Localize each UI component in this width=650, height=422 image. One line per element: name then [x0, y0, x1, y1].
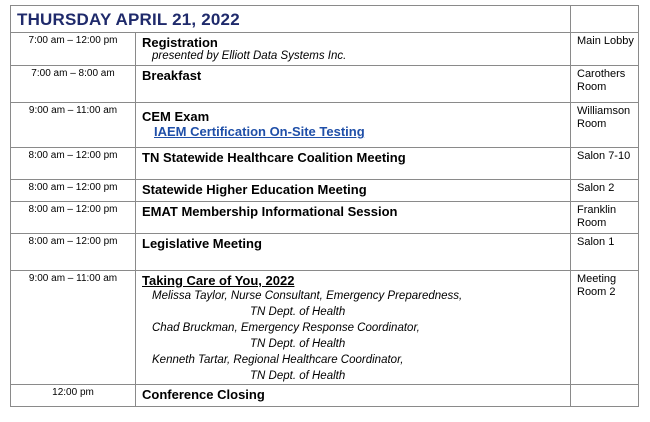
table-row [11, 66, 639, 103]
table-row [11, 202, 639, 234]
room-cell: Williamson Room [571, 103, 639, 148]
session-cell [136, 103, 571, 148]
room-cell [571, 385, 639, 407]
table-row [11, 103, 639, 148]
speaker-list [142, 288, 570, 384]
room-cell: Salon 7-10 [571, 148, 639, 180]
time-cell: 8:00 am – 12:00 pm [11, 148, 136, 180]
time-cell: 9:00 am – 11:00 am [11, 103, 136, 148]
room-cell: Main Lobby [571, 33, 639, 66]
table-row [11, 180, 639, 202]
speaker-name: Kenneth Tartar, Regional Healthcare Coordinator, [152, 354, 404, 366]
room-cell: Salon 2 [571, 180, 639, 202]
session-title: CEM Exam [142, 109, 210, 124]
day-header-row [11, 6, 639, 33]
table-row [11, 234, 639, 271]
time-cell: 12:00 pm [11, 385, 136, 407]
session-subtitle: presented by Elliott Data Systems Inc. [152, 50, 347, 62]
table-row [11, 271, 639, 385]
session-title: Registration [142, 35, 218, 50]
session-title: Breakfast [136, 66, 571, 103]
speaker-name: Chad Bruckman, Emergency Response Coordinator, [152, 322, 420, 334]
header-room-cell [571, 6, 639, 33]
time-cell: 7:00 am – 12:00 pm [11, 33, 136, 66]
certification-link[interactable]: IAEM Certification On-Site Testing [154, 124, 365, 139]
room-cell: Meeting Room 2 [571, 271, 639, 385]
room-cell: Franklin Room [571, 202, 639, 234]
room-cell: Salon 1 [571, 234, 639, 271]
room-cell: Carothers Room [571, 66, 639, 103]
table-row [11, 385, 639, 407]
table-row [11, 148, 639, 180]
day-heading: THURSDAY APRIL 21, 2022 [11, 6, 571, 33]
session-title: Legislative Meeting [136, 234, 571, 271]
session-title: Taking Care of You, 2022 [142, 273, 295, 288]
speaker-name: Melissa Taylor, Nurse Consultant, Emergency Preparedness, [152, 290, 463, 302]
session-title: TN Statewide Healthcare Coalition Meeting [136, 148, 571, 180]
table-row [11, 33, 639, 66]
session-cell [136, 33, 571, 66]
session-cell [136, 271, 571, 385]
speaker-affiliation: TN Dept. of Health [250, 338, 346, 350]
time-cell: 8:00 am – 12:00 pm [11, 234, 136, 271]
time-cell: 8:00 am – 12:00 pm [11, 202, 136, 234]
session-title: Conference Closing [136, 385, 571, 407]
time-cell: 8:00 am – 12:00 pm [11, 180, 136, 202]
session-title: Statewide Higher Education Meeting [136, 180, 571, 202]
schedule-table [10, 5, 639, 407]
speaker-affiliation: TN Dept. of Health [250, 370, 346, 382]
session-title: EMAT Membership Informational Session [136, 202, 571, 234]
time-cell: 7:00 am – 8:00 am [11, 66, 136, 103]
speaker-affiliation: TN Dept. of Health [250, 306, 346, 318]
time-cell: 9:00 am – 11:00 am [11, 271, 136, 385]
